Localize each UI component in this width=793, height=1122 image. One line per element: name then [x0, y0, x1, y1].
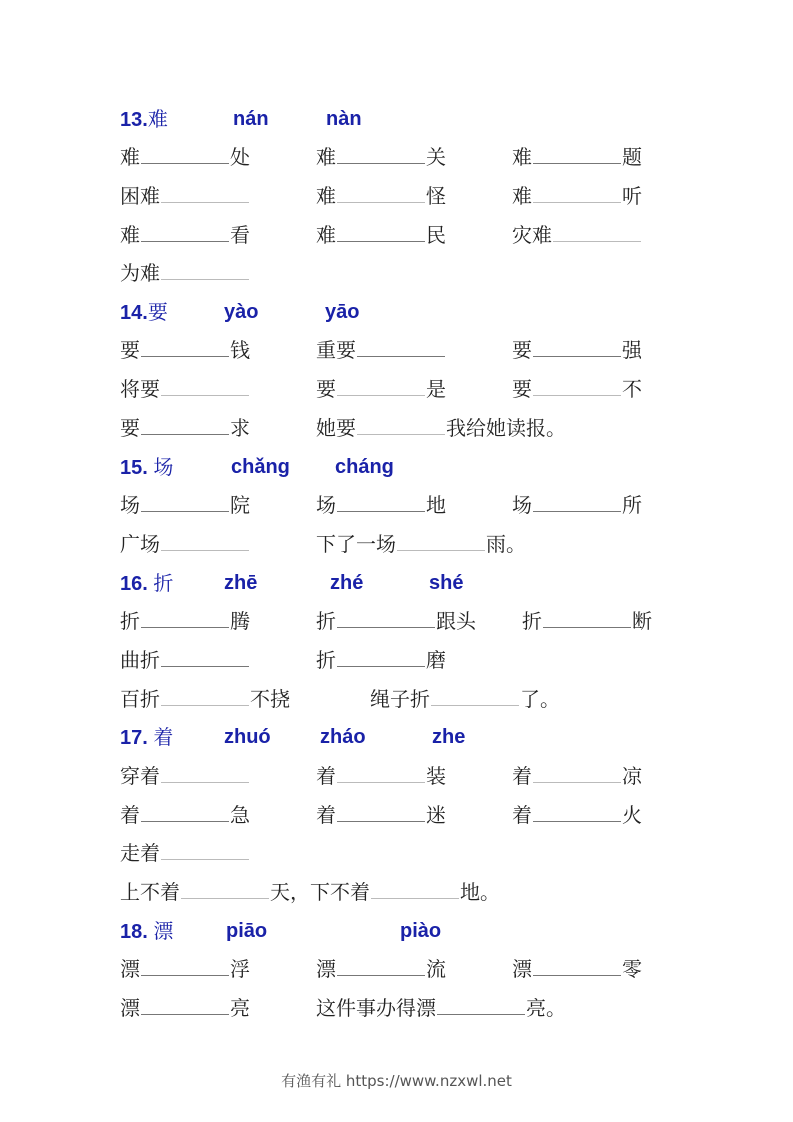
suffix: 亮。: [526, 996, 566, 1020]
exercise-item: [512, 763, 642, 789]
prefix: 难: [120, 145, 140, 169]
fill-blank[interactable]: [337, 764, 425, 783]
exercise-item: [512, 337, 642, 363]
fill-blank[interactable]: [533, 184, 621, 203]
suffix: 是: [426, 377, 446, 401]
suffix: 火: [622, 803, 642, 827]
prefix: 漂: [316, 957, 336, 981]
fill-blank[interactable]: [533, 493, 621, 512]
exercise-item: [512, 144, 642, 170]
prefix: 难: [120, 223, 140, 247]
section-15-heading: [120, 454, 173, 480]
suffix: 听: [622, 184, 642, 208]
suffix: 天，下不着: [270, 880, 370, 904]
pinyin: piào: [400, 920, 442, 942]
section-char: 着: [153, 725, 174, 749]
suffix: 所: [622, 493, 642, 517]
prefix: 着: [120, 803, 140, 827]
pinyin: zhē: [224, 572, 258, 594]
fill-blank[interactable]: [533, 338, 621, 357]
suffix: 腾: [230, 609, 250, 633]
suffix: 地: [426, 493, 446, 517]
prefix: 这件事办得漂: [316, 996, 436, 1020]
fill-blank[interactable]: [161, 687, 249, 706]
section-number: 13.: [120, 109, 148, 131]
fill-blank[interactable]: [161, 648, 249, 667]
suffix: 求: [230, 416, 250, 440]
section-number: 17.: [120, 727, 148, 749]
suffix: 凉: [622, 764, 642, 788]
exercise-item: [316, 222, 446, 248]
prefix: 要: [316, 377, 336, 401]
section-char: 难: [147, 107, 168, 131]
exercise-item: [120, 995, 250, 1021]
suffix: 零: [622, 957, 642, 981]
exercise-item: [120, 222, 250, 248]
suffix: 题: [622, 145, 642, 169]
suffix: 我给她读报。: [446, 416, 566, 440]
suffix: 跟头: [436, 609, 476, 633]
fill-blank[interactable]: [371, 880, 459, 899]
exercise-item: [316, 376, 446, 402]
suffix: 装: [426, 764, 446, 788]
fill-blank[interactable]: [181, 880, 269, 899]
prefix: 她要: [316, 416, 356, 440]
suffix: 处: [230, 145, 250, 169]
pinyin: cháng: [335, 456, 394, 478]
prefix: 漂: [120, 996, 140, 1020]
prefix: 难: [316, 184, 336, 208]
exercise-item: [512, 802, 642, 828]
fill-blank[interactable]: [141, 223, 229, 242]
section-char: 要: [147, 300, 168, 324]
fill-blank[interactable]: [533, 377, 621, 396]
prefix: 重要: [316, 338, 356, 362]
section-18-heading: [120, 918, 173, 944]
exercise-item: [120, 260, 250, 286]
fill-blank[interactable]: [337, 493, 425, 512]
exercise-item: [120, 840, 250, 866]
exercise-item: [316, 492, 446, 518]
fill-blank[interactable]: [161, 261, 249, 280]
exercise-item: [512, 956, 642, 982]
fill-blank[interactable]: [141, 338, 229, 357]
prefix: 要: [120, 338, 140, 362]
exercise-item: [512, 492, 642, 518]
fill-blank[interactable]: [533, 803, 621, 822]
prefix: 难: [316, 223, 336, 247]
prefix: 将要: [120, 377, 160, 401]
prefix: 广场: [120, 532, 160, 556]
prefix: 为难: [120, 261, 160, 285]
prefix: 着: [512, 764, 532, 788]
section-number: 16.: [120, 573, 148, 595]
footer-watermark: 有渔有礼 https://www.nzxwl.net: [281, 1072, 512, 1090]
fill-blank[interactable]: [161, 377, 249, 396]
prefix: 上不着: [120, 880, 180, 904]
prefix: 曲折: [120, 648, 160, 672]
prefix: 场: [512, 493, 532, 517]
pinyin: yāo: [325, 301, 360, 323]
prefix: 着: [512, 803, 532, 827]
suffix: 急: [230, 803, 250, 827]
prefix: 要: [120, 416, 140, 440]
suffix: 断: [632, 609, 652, 633]
fill-blank[interactable]: [141, 145, 229, 164]
exercise-item: [120, 802, 250, 828]
fill-blank[interactable]: [337, 377, 425, 396]
prefix: 难: [512, 184, 532, 208]
prefix: 走着: [120, 841, 160, 865]
prefix: 要: [512, 377, 532, 401]
exercise-item: [120, 144, 250, 170]
prefix: 难: [512, 145, 532, 169]
fill-blank[interactable]: [161, 841, 249, 860]
prefix: 漂: [120, 957, 140, 981]
exercise-item: [316, 183, 446, 209]
fill-blank[interactable]: [533, 764, 621, 783]
suffix: 不挠: [250, 687, 290, 711]
fill-blank[interactable]: [161, 532, 249, 551]
prefix: 折: [316, 609, 336, 633]
prefix: 下了一场: [316, 532, 396, 556]
suffix: 院: [230, 493, 250, 517]
suffix: 浮: [230, 957, 250, 981]
fill-blank[interactable]: [397, 532, 485, 551]
fill-blank[interactable]: [161, 764, 249, 783]
exercise-item: [316, 415, 566, 441]
prefix: 场: [120, 493, 140, 517]
prefix: 场: [316, 493, 336, 517]
exercise-item: [120, 183, 250, 209]
fill-blank[interactable]: [357, 338, 445, 357]
exercise-item: [316, 144, 446, 170]
fill-blank[interactable]: [141, 493, 229, 512]
suffix: 看: [230, 223, 250, 247]
pinyin: zhuó: [224, 726, 271, 748]
suffix: 流: [426, 957, 446, 981]
prefix: 困难: [120, 184, 160, 208]
fill-blank[interactable]: [553, 223, 641, 242]
section-number: 15.: [120, 457, 148, 479]
pinyin: piāo: [226, 920, 268, 942]
fill-blank[interactable]: [141, 416, 229, 435]
pinyin: nàn: [326, 108, 362, 130]
suffix: 怪: [426, 184, 446, 208]
section-16-heading: [120, 570, 173, 596]
suffix: 磨: [426, 648, 446, 672]
exercise-item: [370, 686, 560, 712]
exercise-item: [316, 531, 526, 557]
suffix: 迷: [426, 803, 446, 827]
suffix: 地。: [460, 880, 500, 904]
exercise-item: [316, 995, 566, 1021]
pinyin: nán: [233, 108, 269, 130]
suffix: 了。: [520, 687, 560, 711]
fill-blank[interactable]: [141, 996, 229, 1015]
section-number: 18.: [120, 921, 148, 943]
prefix: 着: [316, 803, 336, 827]
section-13-heading: [120, 106, 168, 132]
fill-blank[interactable]: [141, 957, 229, 976]
prefix: 穿着: [120, 764, 160, 788]
exercise-item: [120, 337, 250, 363]
prefix: 折: [316, 648, 336, 672]
prefix: 着: [316, 764, 336, 788]
exercise-item: [120, 956, 250, 982]
fill-blank[interactable]: [533, 145, 621, 164]
section-17-heading: [120, 724, 173, 750]
exercise-item: [120, 647, 250, 673]
prefix: 折: [120, 609, 140, 633]
fill-blank[interactable]: [533, 957, 621, 976]
fill-blank[interactable]: [437, 996, 525, 1015]
exercise-item: [120, 763, 250, 789]
pinyin: zhe: [432, 726, 466, 748]
pinyin: yào: [224, 301, 259, 323]
section-char: 折: [153, 571, 174, 595]
suffix: 不: [622, 377, 642, 401]
prefix: 百折: [120, 687, 160, 711]
prefix: 难: [316, 145, 336, 169]
exercise-item: [120, 608, 250, 634]
fill-blank[interactable]: [357, 416, 445, 435]
fill-blank[interactable]: [337, 609, 435, 628]
exercise-item: [120, 492, 250, 518]
fill-blank[interactable]: [337, 957, 425, 976]
exercise-item: [316, 956, 446, 982]
section-number: 14.: [120, 302, 148, 324]
suffix: 雨。: [486, 532, 526, 556]
exercise-item: [316, 337, 446, 363]
fill-blank[interactable]: [337, 648, 425, 667]
fill-blank[interactable]: [141, 609, 229, 628]
exercise-item: [120, 415, 250, 441]
section-14-heading: [120, 299, 168, 325]
exercise-item: [512, 222, 642, 248]
fill-blank[interactable]: [161, 184, 249, 203]
prefix: 要: [512, 338, 532, 362]
fill-blank[interactable]: [543, 609, 631, 628]
fill-blank[interactable]: [431, 687, 519, 706]
exercise-item: [316, 763, 446, 789]
section-char: 场: [153, 455, 174, 479]
fill-blank[interactable]: [337, 223, 425, 242]
fill-blank[interactable]: [337, 145, 425, 164]
exercise-item: [316, 802, 446, 828]
pinyin: zháo: [320, 726, 366, 748]
prefix: 漂: [512, 957, 532, 981]
suffix: 亮: [230, 996, 250, 1020]
exercise-item: [512, 376, 642, 402]
exercise-item: [316, 647, 446, 673]
section-char: 漂: [153, 919, 174, 943]
pinyin: chǎng: [231, 456, 290, 478]
fill-blank[interactable]: [141, 803, 229, 822]
fill-blank[interactable]: [337, 184, 425, 203]
exercise-item: [120, 531, 250, 557]
fill-blank[interactable]: [337, 803, 425, 822]
exercise-item: [522, 608, 652, 634]
suffix: 强: [622, 338, 642, 362]
exercise-item: [316, 608, 476, 634]
exercise-item: [120, 686, 290, 712]
suffix: 关: [426, 145, 446, 169]
pinyin: zhé: [330, 572, 364, 594]
exercise-item: [120, 879, 500, 905]
suffix: 钱: [230, 338, 250, 362]
exercise-item: [512, 183, 642, 209]
prefix: 折: [522, 609, 542, 633]
pinyin: shé: [429, 572, 464, 594]
exercise-item: [120, 376, 250, 402]
prefix: 灾难: [512, 223, 552, 247]
prefix: 绳子折: [370, 687, 430, 711]
suffix: 民: [426, 223, 446, 247]
